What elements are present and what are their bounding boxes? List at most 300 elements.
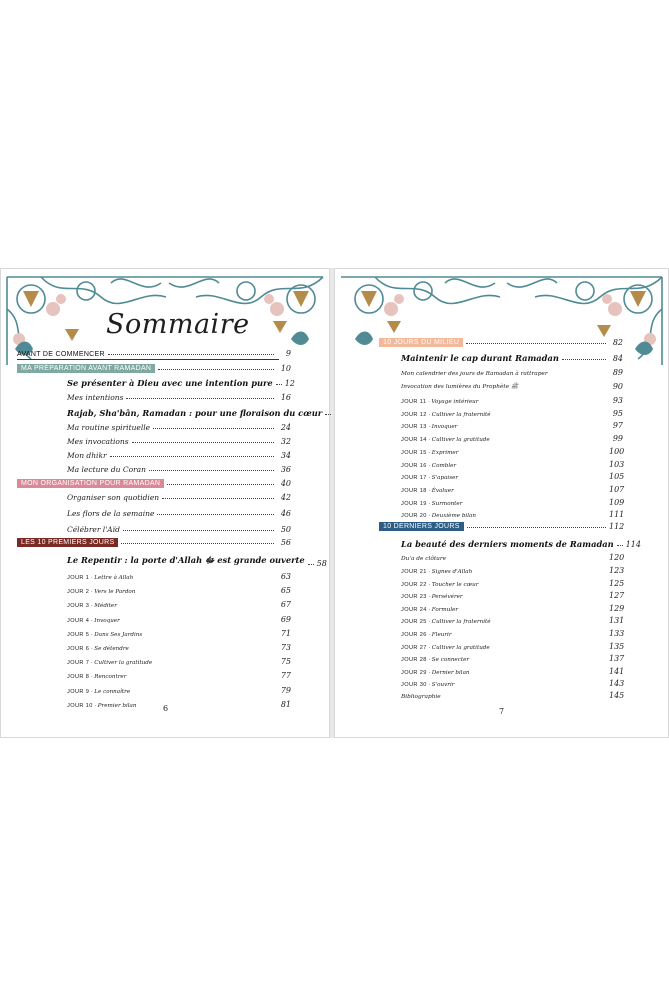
toc-row[interactable] xyxy=(401,382,623,391)
leader-dots xyxy=(461,609,606,610)
toc-day-row[interactable] xyxy=(401,396,623,405)
day-label: JOUR 8 xyxy=(67,674,90,681)
toc-row[interactable] xyxy=(67,393,291,402)
toc-page-number: 58 xyxy=(316,559,327,568)
leader-dots xyxy=(465,503,606,504)
leader-dots xyxy=(481,584,606,585)
toc-page-number: 125 xyxy=(609,578,625,588)
toc-page-number: 81 xyxy=(280,699,291,709)
leader-dots xyxy=(459,465,606,466)
day-separator: · xyxy=(426,669,432,676)
day-separator: · xyxy=(89,589,95,596)
day-label: JOUR 29 xyxy=(401,669,427,676)
toc-row[interactable] xyxy=(379,522,623,531)
day-subtitle: Invoquer xyxy=(94,617,120,624)
leader-dots xyxy=(276,384,282,385)
leader-dots xyxy=(457,490,606,491)
leader-dots xyxy=(120,605,274,606)
day-label: JOUR 7 xyxy=(67,660,90,667)
toc-entry-label xyxy=(67,589,135,595)
toc-page-number: 143 xyxy=(609,679,625,689)
day-subtitle: Persévérer xyxy=(431,594,463,601)
day-subtitle: Se détendre xyxy=(94,646,129,652)
toc-row[interactable] xyxy=(67,408,323,418)
day-separator: · xyxy=(426,500,432,507)
toc-row[interactable] xyxy=(67,555,327,568)
toc-page-number: 103 xyxy=(609,459,625,469)
toc-page-number: 84 xyxy=(612,354,623,363)
toc-page-number: 137 xyxy=(609,654,625,664)
day-subtitle: Exprimer xyxy=(431,449,459,456)
toc-entry-label xyxy=(67,689,130,695)
section-badge: LES 10 PREMIERS JOURS xyxy=(17,538,118,547)
toc-entry-label xyxy=(401,513,476,519)
toc-page-number: 67 xyxy=(280,600,291,610)
toc-day-row[interactable] xyxy=(401,566,623,575)
day-separator: · xyxy=(426,513,432,520)
toc-page-number: 9 xyxy=(285,349,291,358)
toc-entry-label: Maintenir le cap durant Ramadan xyxy=(401,353,559,363)
day-subtitle: Cultiver la gratitude xyxy=(431,437,490,444)
leader-dots xyxy=(138,591,274,592)
toc-day-row[interactable] xyxy=(401,642,623,651)
toc-day-row[interactable] xyxy=(401,579,623,588)
toc-row[interactable] xyxy=(17,349,291,358)
toc-page-number: 112 xyxy=(609,522,625,531)
leader-dots xyxy=(136,577,274,578)
toc-day-row[interactable] xyxy=(401,510,623,519)
toc-page-number: 120 xyxy=(609,553,625,562)
day-label: JOUR 18 xyxy=(401,487,427,494)
page-number: 7 xyxy=(499,707,505,716)
toc-row[interactable] xyxy=(17,479,291,488)
toc-row[interactable] xyxy=(401,368,623,377)
day-subtitle: Lettre à Allah xyxy=(94,575,134,581)
toc-entry-label xyxy=(67,660,152,666)
toc-day-row[interactable] xyxy=(67,615,291,624)
toc-entry-label xyxy=(401,682,454,688)
day-subtitle: Dans Ses Jardins xyxy=(94,631,143,638)
toc-row[interactable] xyxy=(401,353,623,363)
toc-page-number: 114 xyxy=(625,540,641,549)
day-separator: · xyxy=(89,660,95,667)
leader-dots xyxy=(457,684,606,685)
leader-dots xyxy=(325,414,331,415)
toc-day-row[interactable] xyxy=(401,604,623,613)
toc-day-row[interactable] xyxy=(67,600,291,609)
toc-day-row[interactable] xyxy=(67,686,291,695)
day-subtitle: Se connecter xyxy=(431,657,470,664)
day-subtitle: Deuxième bilan xyxy=(431,513,476,520)
toc-entry-label: La beauté des derniers moments de Ramadan xyxy=(401,539,614,549)
toc-page-number: 46 xyxy=(280,509,291,518)
day-separator: · xyxy=(92,702,98,709)
leader-dots xyxy=(108,354,274,355)
day-separator: · xyxy=(426,424,432,431)
day-label: JOUR 15 xyxy=(401,449,427,456)
toc-row[interactable] xyxy=(17,364,291,373)
leader-dots xyxy=(132,648,274,649)
toc-row[interactable] xyxy=(401,539,641,549)
toc-entry-label: Invocation des lumières du Prophète ﷺ xyxy=(401,384,519,390)
toc-day-row[interactable] xyxy=(67,643,291,652)
toc-day-row[interactable] xyxy=(67,629,291,638)
day-subtitle: S'ouvrir xyxy=(431,682,455,689)
toc-page-number: 10 xyxy=(280,364,291,373)
toc-entry-label: Mon dhikr xyxy=(67,451,107,460)
day-separator: · xyxy=(426,487,432,494)
day-separator: · xyxy=(426,475,432,482)
toc-entry-label xyxy=(401,582,478,588)
toc-entry-label xyxy=(401,450,458,456)
toc-day-row[interactable] xyxy=(67,671,291,680)
day-separator: · xyxy=(426,632,432,638)
day-separator: · xyxy=(426,437,432,444)
leader-dots xyxy=(475,571,606,572)
toc-page-number: 82 xyxy=(612,338,623,347)
day-subtitle: Méditer xyxy=(94,603,117,610)
leader-dots xyxy=(132,442,274,443)
toc-entry-label xyxy=(401,607,458,613)
leader-dots xyxy=(149,470,274,471)
day-separator: · xyxy=(89,646,95,652)
day-subtitle: Rencontrer xyxy=(94,674,127,681)
toc-entry-label xyxy=(401,594,463,600)
toc-entry-label: Mes invocations xyxy=(67,437,129,446)
leader-dots xyxy=(562,359,606,360)
leader-dots xyxy=(110,456,274,457)
day-separator: · xyxy=(426,682,432,689)
toc-page-number: 40 xyxy=(280,479,291,488)
day-subtitle: Dernier bilan xyxy=(431,669,470,676)
toc-entry-label xyxy=(401,412,491,418)
day-separator: · xyxy=(426,399,432,405)
toc-entry-label: Mon calendrier des jours de Ramadan à rattraper xyxy=(401,371,548,377)
page-title: Sommaire xyxy=(106,309,250,340)
leader-dots xyxy=(617,545,623,546)
leader-dots xyxy=(494,414,606,415)
day-label: JOUR 4 xyxy=(67,617,90,624)
toc-page-number: 100 xyxy=(609,446,625,456)
leader-dots xyxy=(461,477,606,478)
toc-entry-label xyxy=(401,632,452,638)
toc-row[interactable] xyxy=(67,378,295,388)
toc-page-number: 105 xyxy=(609,472,625,482)
toc-entry-label xyxy=(67,575,133,581)
toc-entry-label xyxy=(67,618,120,624)
toc-entry-label xyxy=(401,437,490,443)
toc-entry-label: Le Repentir : la porte d'Allah ﷻ est grande ouverte xyxy=(67,555,305,565)
day-subtitle: Combler xyxy=(431,462,457,469)
day-label: JOUR 12 xyxy=(401,411,427,418)
day-separator: · xyxy=(426,581,432,588)
toc-entry-label xyxy=(401,670,470,676)
leader-dots xyxy=(472,659,606,660)
toc-day-row[interactable] xyxy=(401,616,623,625)
leader-dots xyxy=(551,373,606,374)
toc-page-number: 97 xyxy=(612,421,623,431)
day-label: JOUR 26 xyxy=(401,632,427,638)
toc-row[interactable] xyxy=(67,465,291,474)
toc-entry-label: Se présenter à Dieu avec une intention pure xyxy=(67,378,273,388)
toc-page-number: 65 xyxy=(280,586,291,596)
toc-entry-label xyxy=(67,603,117,609)
day-separator: · xyxy=(89,674,95,681)
leader-dots xyxy=(481,401,606,402)
toc-page-number: 123 xyxy=(609,566,625,575)
day-separator: · xyxy=(426,644,432,651)
toc-entry-label xyxy=(67,703,137,709)
toc-page-number: 145 xyxy=(609,691,625,700)
toc-page-number: 95 xyxy=(612,408,623,418)
day-subtitle: Évaluer xyxy=(431,487,454,494)
leader-dots xyxy=(123,620,274,621)
toc-entry-label xyxy=(401,645,490,651)
toc-entry-label: Les flors de la semaine xyxy=(67,509,155,518)
day-subtitle: Signes d'Allah xyxy=(431,569,473,575)
toc-page-number: 42 xyxy=(280,493,291,502)
day-label: JOUR 5 xyxy=(67,631,90,638)
section-badge: MA PRÉPARATION AVANT RAMADAN xyxy=(17,364,155,373)
leader-dots xyxy=(162,498,274,499)
leader-dots xyxy=(455,634,606,635)
day-subtitle: Formuler xyxy=(431,606,459,613)
day-label: JOUR 6 xyxy=(67,646,90,652)
toc-page-number: 99 xyxy=(612,434,623,444)
toc-entry-label: Ma lecture du Coran xyxy=(67,465,146,474)
day-separator: · xyxy=(426,462,432,469)
leader-dots xyxy=(157,514,274,515)
toc-page-number: 111 xyxy=(609,510,625,520)
toc-day-row[interactable] xyxy=(67,586,291,595)
leader-dots xyxy=(444,696,606,697)
toc-row[interactable] xyxy=(17,538,291,547)
toc-entry-label: Ma routine spirituelle xyxy=(67,423,151,432)
day-separator: · xyxy=(89,603,95,610)
toc-day-row[interactable] xyxy=(401,434,623,443)
day-separator: · xyxy=(426,619,432,626)
toc-entry-label xyxy=(401,501,462,507)
toc-page-number: 34 xyxy=(280,451,291,460)
day-subtitle: Voyage intérieur xyxy=(431,399,479,405)
toc-page-number: 63 xyxy=(280,572,291,581)
day-label: JOUR 28 xyxy=(401,657,427,664)
toc-day-row[interactable] xyxy=(401,591,623,600)
leader-dots xyxy=(155,662,274,663)
leader-dots xyxy=(466,596,606,597)
day-subtitle: Le connaître xyxy=(94,688,131,695)
day-label: JOUR 20 xyxy=(401,513,427,520)
day-separator: · xyxy=(89,688,95,695)
day-label: JOUR 19 xyxy=(401,500,427,507)
toc-day-row[interactable] xyxy=(401,472,623,481)
day-label: JOUR 27 xyxy=(401,644,427,651)
toc-page-number: 77 xyxy=(280,671,291,681)
leader-dots xyxy=(129,676,274,677)
day-label: JOUR 3 xyxy=(67,603,90,610)
toc-entry-label: Organiser son quotidien xyxy=(67,493,160,502)
toc-page-number: 107 xyxy=(609,484,625,494)
toc-day-row[interactable] xyxy=(401,498,623,507)
toc-entry-label xyxy=(401,399,478,405)
day-label: JOUR 11 xyxy=(401,399,427,405)
toc-page-number: 75 xyxy=(280,657,291,667)
day-label: JOUR 2 xyxy=(67,589,90,596)
day-separator: · xyxy=(426,449,432,456)
toc-row[interactable] xyxy=(67,493,291,502)
leader-dots xyxy=(494,621,606,622)
toc-day-row[interactable] xyxy=(401,667,623,676)
day-label: JOUR 23 xyxy=(401,594,427,601)
section-badge: 10 DERNIERS JOURS xyxy=(379,522,464,531)
toc-row[interactable] xyxy=(67,525,291,534)
toc-day-row[interactable] xyxy=(401,460,623,469)
toc-page-number: 36 xyxy=(280,465,291,474)
day-subtitle: Cultiver la gratitude xyxy=(94,660,153,667)
day-label: JOUR 1 xyxy=(67,575,90,581)
toc-day-row[interactable] xyxy=(401,409,623,418)
toc-entry-label: Bibliographie xyxy=(401,694,441,700)
leader-dots xyxy=(140,705,275,706)
leader-dots xyxy=(121,543,274,544)
toc-page-number: 24 xyxy=(280,423,291,432)
toc-entry-label xyxy=(67,646,129,652)
toc-entry-label xyxy=(401,569,472,575)
day-label: JOUR 21 xyxy=(401,569,427,575)
left-page xyxy=(0,268,330,738)
toc-day-row[interactable] xyxy=(401,485,623,494)
day-label: JOUR 13 xyxy=(401,424,427,431)
leader-dots xyxy=(449,558,606,559)
toc-page-number: 50 xyxy=(280,525,291,534)
toc-day-row[interactable] xyxy=(67,700,291,709)
day-separator: · xyxy=(89,631,95,638)
toc-day-row[interactable] xyxy=(67,657,291,666)
day-label: JOUR 22 xyxy=(401,581,427,588)
toc-entry-label: Célébrer l'Aïd xyxy=(67,525,120,534)
day-subtitle: Cultiver la fraternité xyxy=(431,411,491,418)
toc-page-number: 32 xyxy=(280,437,291,446)
toc-day-row[interactable] xyxy=(401,447,623,456)
toc-row[interactable] xyxy=(67,509,291,518)
day-separator: · xyxy=(426,657,432,664)
toc-row[interactable] xyxy=(379,338,623,347)
right-page xyxy=(334,268,669,738)
day-subtitle: Cultiver la fraternité xyxy=(431,619,491,626)
day-subtitle: Cultiver la gratitude xyxy=(431,644,490,651)
toc-page-number: 129 xyxy=(609,603,625,613)
day-label: JOUR 30 xyxy=(401,682,427,689)
toc-entry-label: Rajab, Sha'bân, Ramadan : pour une floraison du cœur xyxy=(67,408,323,418)
section-badge: 10 JOURS DU MILIEU xyxy=(379,338,463,347)
toc-row[interactable] xyxy=(401,691,623,700)
toc-day-row[interactable] xyxy=(401,654,623,663)
toc-page-number: 141 xyxy=(609,666,625,676)
toc-page-number: 90 xyxy=(612,382,623,391)
leader-dots xyxy=(153,428,274,429)
day-label: JOUR 17 xyxy=(401,475,427,482)
leader-dots xyxy=(467,527,606,528)
day-separator: · xyxy=(426,606,432,613)
day-subtitle: S'apaiser xyxy=(431,475,459,482)
toc-page-number: 109 xyxy=(609,497,625,507)
day-subtitle: Fleurir xyxy=(431,632,452,638)
toc-row[interactable] xyxy=(67,437,291,446)
toc-entry-label xyxy=(67,674,126,680)
leader-dots xyxy=(460,426,606,427)
leader-dots xyxy=(466,343,606,344)
toc-day-row[interactable] xyxy=(401,629,623,638)
toc-entry-label xyxy=(67,632,142,638)
toc-page-number: 135 xyxy=(609,641,625,651)
toc-day-row[interactable] xyxy=(401,421,623,430)
day-separator: · xyxy=(426,569,432,575)
day-label: JOUR 16 xyxy=(401,462,427,469)
toc-page-number: 131 xyxy=(609,616,625,626)
toc-row[interactable] xyxy=(67,423,291,432)
section-badge: MON ORGANISATION POUR RAMADAN xyxy=(17,479,164,488)
toc-page-number: 127 xyxy=(609,591,625,601)
toc-day-row[interactable] xyxy=(67,572,291,581)
toc-page-number: 56 xyxy=(280,538,291,547)
day-separator: · xyxy=(426,594,432,601)
toc-page-number: 93 xyxy=(612,396,623,405)
title-rule xyxy=(17,359,279,360)
leader-dots xyxy=(473,672,606,673)
day-label: JOUR 14 xyxy=(401,437,427,444)
day-label: JOUR 24 xyxy=(401,606,427,613)
toc-entry-label xyxy=(401,657,469,663)
day-subtitle: Surmonter xyxy=(431,500,463,507)
day-subtitle: Vers le Pardon xyxy=(94,589,136,596)
day-label: JOUR 10 xyxy=(67,702,93,709)
day-subtitle: Premier bilan xyxy=(97,702,137,709)
page-number: 6 xyxy=(163,704,169,713)
toc-entry-label xyxy=(401,475,458,481)
day-separator: · xyxy=(89,575,95,581)
leader-dots xyxy=(133,691,274,692)
leader-dots xyxy=(461,452,606,453)
leader-dots xyxy=(123,530,274,531)
toc-row[interactable] xyxy=(401,553,623,562)
leader-dots xyxy=(145,634,274,635)
day-label: JOUR 9 xyxy=(67,688,90,695)
leader-dots xyxy=(521,387,606,388)
day-separator: · xyxy=(89,617,95,624)
day-label: JOUR 25 xyxy=(401,619,427,626)
day-subtitle: Invoquer xyxy=(431,424,458,431)
toc-page-number: 71 xyxy=(280,628,291,638)
toc-page-number: 89 xyxy=(612,368,623,377)
toc-entry-label: Du'a de clôture xyxy=(401,556,447,562)
toc-page-number: 73 xyxy=(280,643,291,652)
toc-row[interactable] xyxy=(67,451,291,460)
toc-day-row[interactable] xyxy=(401,679,623,688)
toc-page-number: 69 xyxy=(280,614,291,624)
toc-entry-label xyxy=(401,424,457,430)
toc-entry-label xyxy=(401,463,456,469)
leader-dots xyxy=(158,369,274,370)
toc-entry-label xyxy=(401,488,454,494)
day-subtitle: Toucher le cœur xyxy=(431,581,479,588)
leader-dots xyxy=(479,515,606,516)
leader-dots xyxy=(493,647,606,648)
toc-entry-label: AVANT DE COMMENCER xyxy=(17,351,105,358)
toc-page-number: 16 xyxy=(280,393,291,402)
leader-dots xyxy=(493,439,606,440)
toc-page-number: 12 xyxy=(284,379,295,388)
toc-page-number: 133 xyxy=(609,629,625,638)
